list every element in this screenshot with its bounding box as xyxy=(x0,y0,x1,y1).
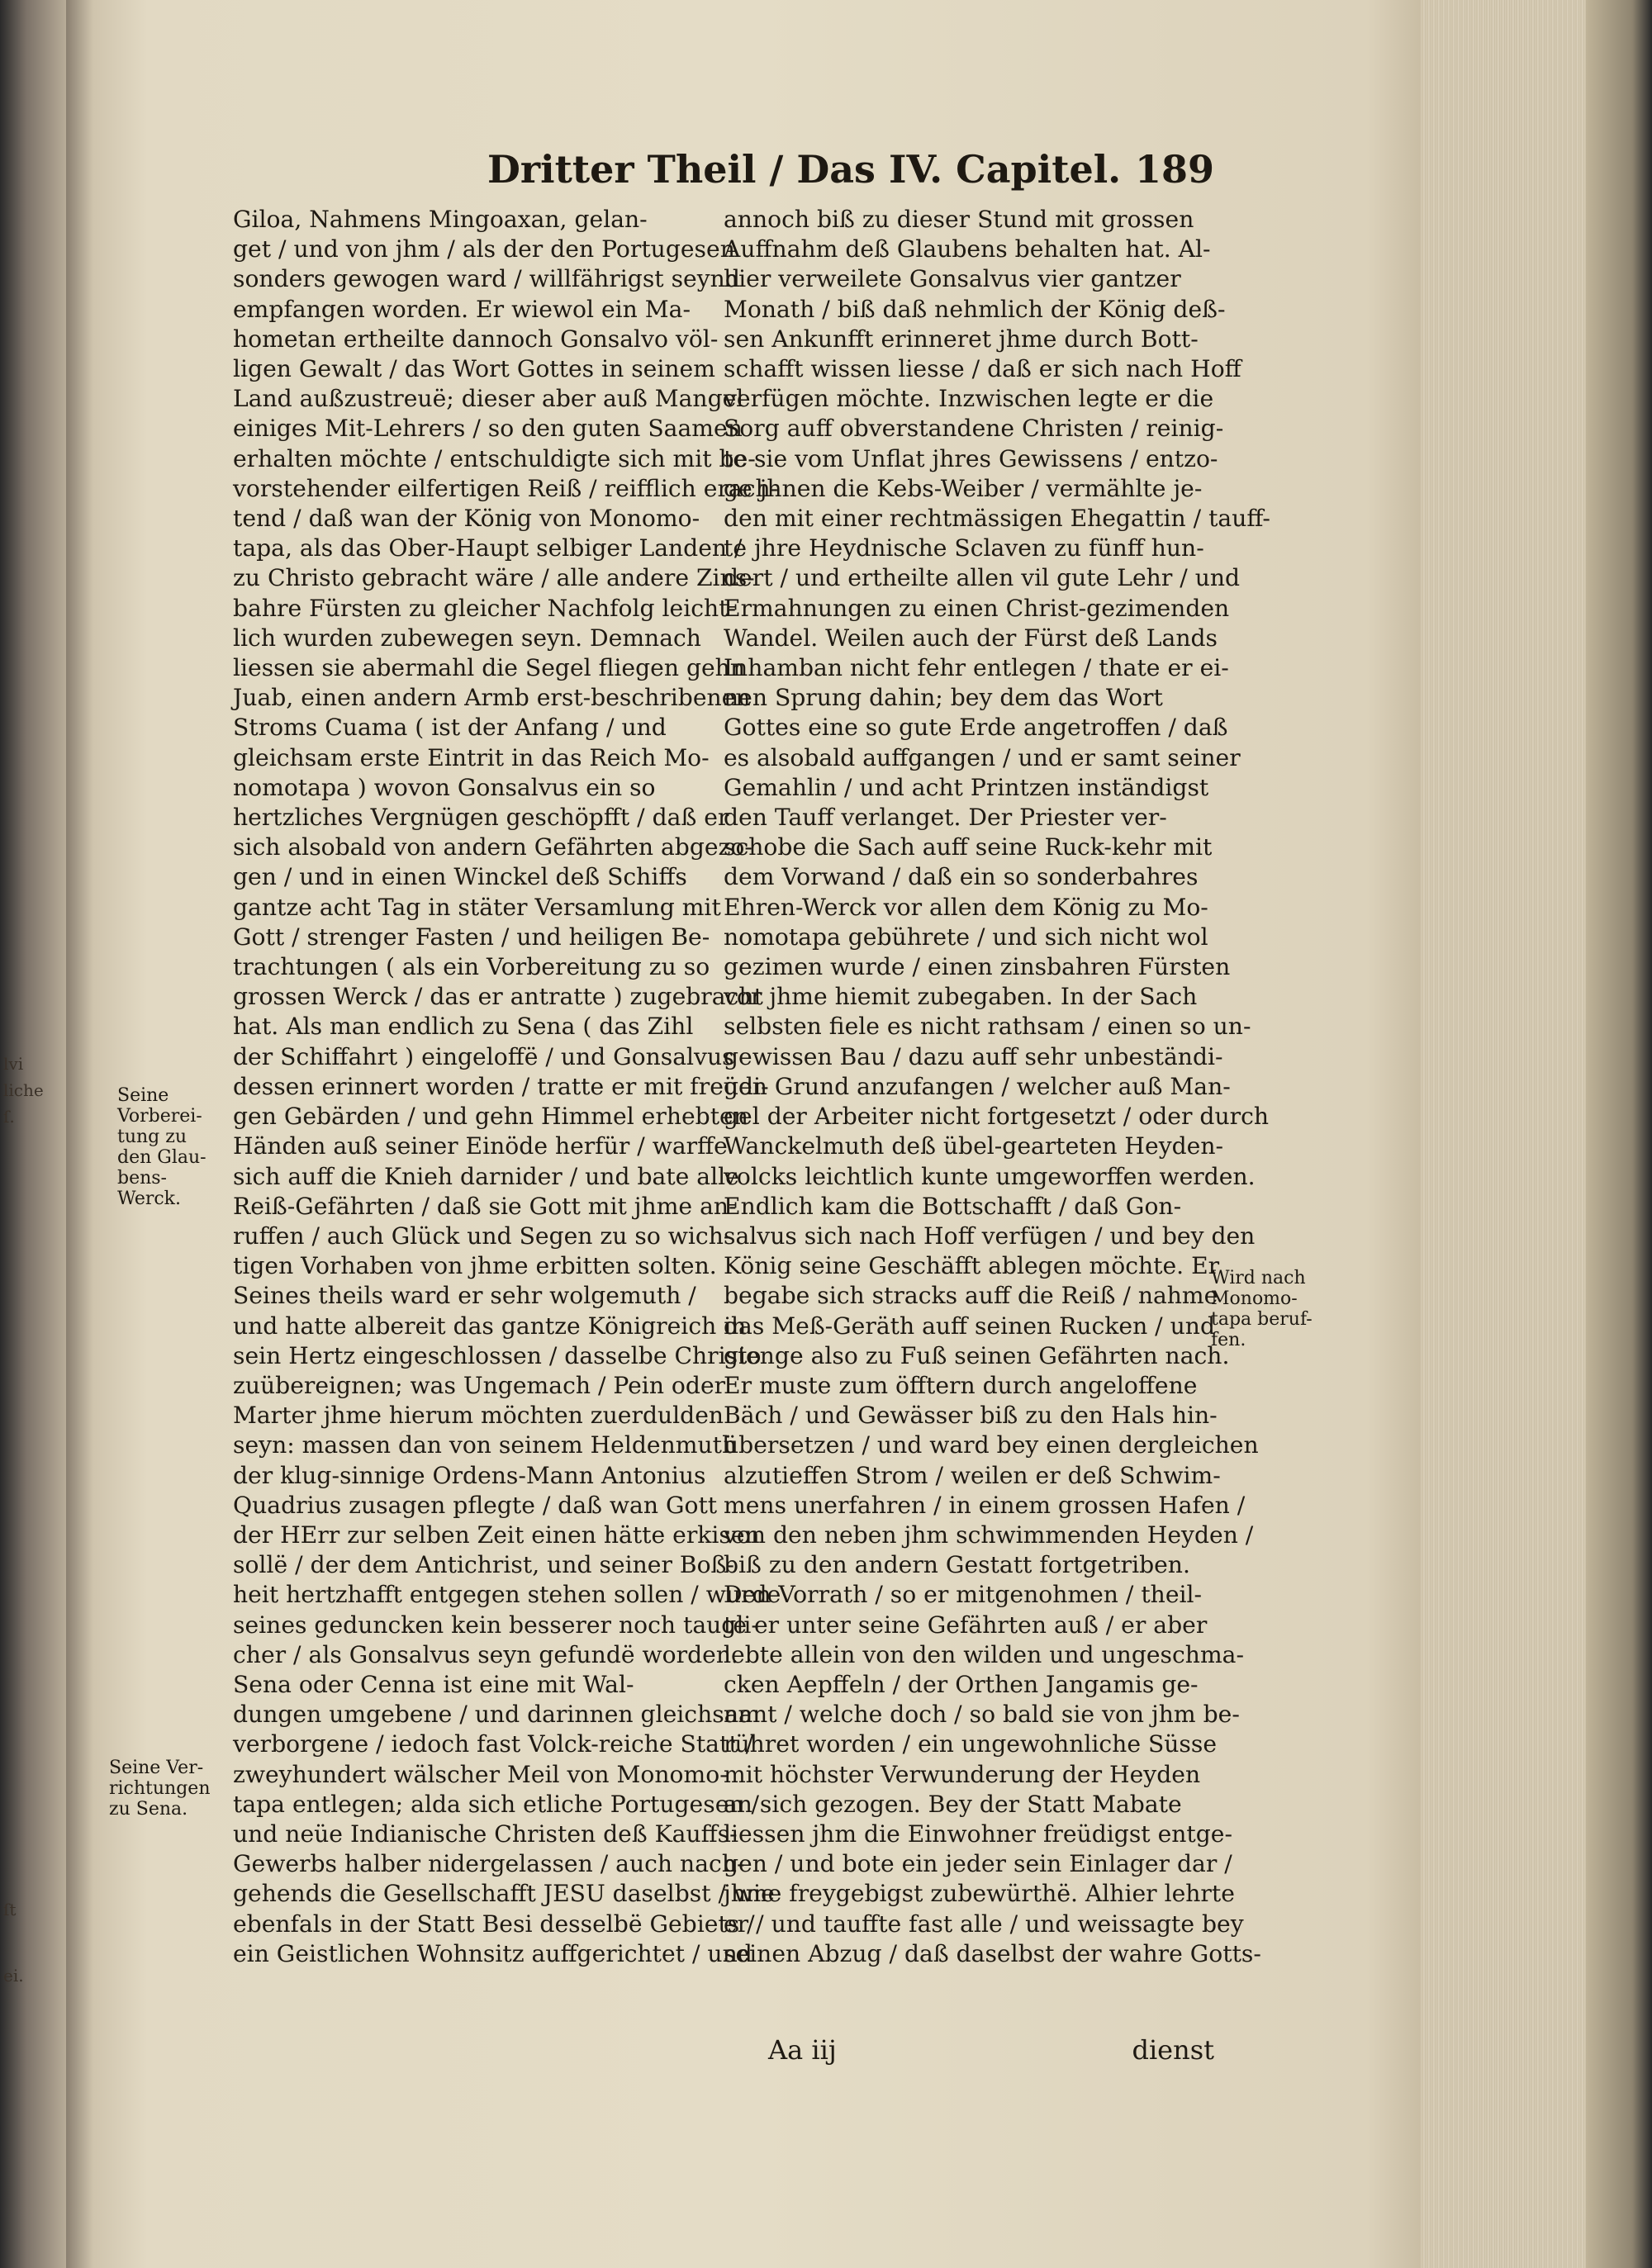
text-line: schobe die Sach auff seine Ruck-kehr mit xyxy=(724,833,1213,861)
margin-note-line: zu Sena. xyxy=(109,1799,188,1820)
page-footer xyxy=(768,2034,1214,2076)
text-line: den Tauff verlanget. Der Priester ver- xyxy=(724,804,1167,832)
text-line: sich auff die Knieh darnider / und bate alle xyxy=(233,1162,739,1190)
text-line: Ermahnungen zu einen Christ-gezimenden xyxy=(724,594,1230,622)
text-line: gehends die Gesellschafft JESU daselbst / wie xyxy=(233,1880,775,1908)
text-line: Gemahlin / und acht Printzen inständigst xyxy=(724,773,1209,801)
text-line: Seines theils ward er sehr wolgemuth / xyxy=(233,1282,696,1310)
margin-note-sena xyxy=(109,1758,225,1820)
text-line: gen Grund anzufangen / welcher auß Man- xyxy=(724,1072,1231,1100)
text-line: dem Vorwand / daß ein so sonderbahres xyxy=(724,863,1199,891)
text-line: hier verweilete Gonsalvus vier gantzer xyxy=(724,265,1181,293)
text-line: empfangen worden. Er wiewol ein Ma- xyxy=(233,295,691,323)
margin-note-preparation xyxy=(117,1085,223,1209)
text-line: dungen umgebene / und darinnen gleichsam xyxy=(233,1701,761,1729)
margin-note-called-to-monomotapa xyxy=(1211,1268,1327,1350)
text-line: gienge also zu Fuß seinen Gefährten nach. xyxy=(724,1341,1230,1369)
margin-note-line: Wird nach xyxy=(1211,1268,1306,1288)
text-line: den mit einer rechtmässigen Ehegattin / tauff- xyxy=(724,505,1270,533)
text-line: gen Gebärden / und gehn Himmel erhebten xyxy=(233,1103,748,1131)
text-line: heit hertzhafft entgegen stehen sollen / wurde xyxy=(233,1581,781,1609)
text-line: mit höchster Verwunderung der Heyden xyxy=(724,1760,1201,1788)
text-line: Stroms Cuama ( ist der Anfang / und xyxy=(233,714,667,742)
text-line: ebenfals in der Statt Besi desselbë Gebiets / xyxy=(233,1910,755,1938)
text-line: seinen Abzug / daß daselbst der wahre Gotts- xyxy=(724,1939,1261,1967)
page-block-edges xyxy=(1421,0,1652,2268)
text-line: seines geduncken kein besserer noch taugli- xyxy=(233,1611,759,1639)
text-line: te sie vom Unflat jhres Gewissens / entzo- xyxy=(724,444,1218,472)
text-line: übersetzen / und ward bey einen dergleichen xyxy=(724,1431,1259,1459)
text-line: sonders gewogen ward / willfährigst seynd xyxy=(233,265,740,293)
text-line: Gottes eine so gute Erde angetroffen / daß xyxy=(724,714,1228,742)
text-line: und hatte albereit das gantze Königreich in xyxy=(233,1312,747,1340)
margin-note-line: den Glau- xyxy=(117,1147,206,1168)
text-line: Gewerbs halber nidergelassen / auch nach- xyxy=(233,1850,745,1878)
left-text-column xyxy=(233,205,781,1969)
text-line: lebte allein von den wilden und ungeschma- xyxy=(724,1640,1245,1668)
page-header xyxy=(487,147,1214,205)
text-line: Endlich kam die Bottschafft / daß Gon- xyxy=(724,1192,1182,1220)
text-line: hometan ertheilte dannoch Gonsalvo völ- xyxy=(233,325,719,353)
text-line: der klug-sinnige Ordens-Mann Antonius xyxy=(233,1461,706,1489)
text-line: tapa entlegen; alda sich etliche Portugesen / xyxy=(233,1790,759,1818)
text-line: te er unter seine Gefährten auß / er aber xyxy=(724,1611,1208,1639)
text-line: Quadrius zusagen pflegte / daß wan Gott xyxy=(233,1491,718,1519)
text-line: selbsten fiele es nicht rathsam / einen so un- xyxy=(724,1013,1251,1041)
text-line: alzutieffen Strom / weilen er deß Schwim- xyxy=(724,1461,1221,1489)
text-line: zweyhundert wälscher Meil von Monomo- xyxy=(233,1760,728,1788)
text-line: seyn: massen dan von seinem Heldenmuth xyxy=(233,1431,738,1459)
text-line: Den Vorrath / so er mitgenohmen / theil- xyxy=(724,1581,1203,1609)
text-line: Bäch / und Gewässer biß zu den Hals hin- xyxy=(724,1402,1218,1430)
signature-mark: Aa iij xyxy=(768,2034,837,2066)
text-line: hertzliches Vergnügen geschöpfft / daß er xyxy=(233,804,729,832)
margin-note-line: richtungen xyxy=(109,1778,211,1799)
text-line: hat. Als man endlich zu Sena ( das Zihl xyxy=(233,1013,694,1041)
margin-note-line: fen. xyxy=(1211,1330,1246,1350)
text-line: und neüe Indianische Christen deß Kauffs- xyxy=(233,1820,738,1848)
text-line: Händen auß seiner Einöde herfür / warffe xyxy=(233,1132,728,1160)
text-line: Sorg auff obverstandene Christen / reinig- xyxy=(724,415,1224,443)
text-line: te jhre Heydnische Sclaven zu fünff hun- xyxy=(724,534,1204,562)
page-number: 189 xyxy=(1134,147,1214,192)
text-line: er / und tauffte fast alle / und weissagte bey xyxy=(724,1910,1244,1938)
text-line: Reiß-Gefährten / daß sie Gott mit jhme an- xyxy=(233,1192,737,1220)
text-line: einiges Mit-Lehrers / so den guten Saamen xyxy=(233,415,743,443)
previous-page-fragment: liche xyxy=(3,1080,44,1100)
text-line: cken Aepffeln / der Orthen Jangamis ge- xyxy=(724,1670,1199,1698)
text-line: volcks leichtlich kunte umgeworffen werden. xyxy=(724,1162,1256,1190)
text-line: gen / und in einen Winckel deß Schiffs xyxy=(233,863,687,891)
text-line: gleichsam erste Eintrit in das Reich Mo- xyxy=(233,743,710,771)
text-line: nomotapa gebührete / und sich nicht wol xyxy=(724,923,1208,951)
text-line: schafft wissen liesse / daß er sich nach Hoff xyxy=(724,355,1241,383)
text-line: von den neben jhm schwimmenden Heyden / xyxy=(724,1521,1254,1549)
text-line: begabe sich stracks auff die Reiß / nahme xyxy=(724,1282,1218,1310)
text-line: Juab, einen andern Armb erst-beschribenen xyxy=(233,684,751,712)
text-line: tigen Vorhaben von jhme erbitten solten. xyxy=(233,1252,717,1280)
text-line: ge jhnen die Kebs-Weiber / vermählte je- xyxy=(724,474,1203,502)
text-line: sich alsobald von andern Gefährten abgezo- xyxy=(233,833,752,861)
text-line: biß zu den andern Gestatt fortgetriben. xyxy=(724,1551,1190,1579)
text-line: der Schiffahrt ) eingeloffë / und Gonsalvus xyxy=(233,1042,734,1070)
text-line: Marter jhme hierum möchten zuerdulden xyxy=(233,1402,724,1430)
text-line: ein Geistlichen Wohnsitz auffgerichtet / und xyxy=(233,1939,752,1967)
margin-note-line: tapa beruf- xyxy=(1211,1309,1313,1330)
text-line: Giloa, Nahmens Mingoaxan, gelan- xyxy=(233,206,648,233)
text-line: König seine Geschäfft ablegen möchte. Er xyxy=(724,1252,1220,1280)
previous-page-fragment: ei. xyxy=(3,1966,24,1986)
text-line: nant / welche doch / so bald sie von jhm be- xyxy=(724,1701,1240,1729)
text-line: annoch biß zu dieser Stund mit grossen xyxy=(724,206,1194,233)
previous-page-fragment: lvi xyxy=(3,1054,24,1074)
text-line: jhme freygebigst zubewürthë. Alhier lehrte xyxy=(724,1880,1235,1908)
text-line: get / und von jhm / als der den Portugesen xyxy=(233,235,735,263)
text-line: Monath / biß daß nehmlich der König deß- xyxy=(724,295,1226,323)
text-line: Inhamban nicht fehr entlegen / thate er ei- xyxy=(724,654,1229,682)
margin-note-line: Monomo- xyxy=(1211,1288,1298,1309)
text-line: Sena oder Cenna ist eine mit Wal- xyxy=(233,1670,634,1698)
text-line: der HErr zur selben Zeit einen hätte erkisen xyxy=(233,1521,760,1549)
text-line: ligen Gewalt / das Wort Gottes in seinem xyxy=(233,355,715,383)
text-line: gezimen wurde / einen zinsbahren Fürsten xyxy=(724,953,1231,981)
margin-note-line: Seine Ver- xyxy=(109,1758,204,1778)
margin-note-line: Werck. xyxy=(117,1189,181,1209)
margin-note-line: Vorberei- xyxy=(117,1106,202,1127)
text-line: rühret worden / ein ungewohnliche Süsse xyxy=(724,1730,1218,1758)
text-line: Gott / strenger Fasten / und heiligen Be- xyxy=(233,923,710,951)
text-line: salvus sich nach Hoff verfügen / und bey den xyxy=(724,1222,1256,1250)
previous-page-fragment: ſt xyxy=(3,1900,17,1919)
margin-note-line: bens- xyxy=(117,1168,167,1189)
text-line: Wandel. Weilen auch der Fürst deß Lands xyxy=(724,624,1218,652)
text-line: zu Christo gebracht wäre / alle andere Zins- xyxy=(233,564,755,592)
text-line: bahre Fürsten zu gleicher Nachfolg leicht- xyxy=(233,594,737,622)
text-line: verborgene / iedoch fast Volck-reiche Statt / xyxy=(233,1730,754,1758)
text-line: gantze acht Tag in stäter Versamlung mit xyxy=(233,893,721,921)
text-line: nomotapa ) wovon Gonsalvus ein so xyxy=(233,773,656,801)
text-line: gel der Arbeiter nicht fortgesetzt / oder durch xyxy=(724,1103,1270,1131)
text-line: mens unerfahren / in einem grossen Hafen / xyxy=(724,1491,1246,1519)
text-line: Ehren-Werck vor allen dem König zu Mo- xyxy=(724,893,1208,921)
previous-page-edge xyxy=(0,0,66,2268)
text-line: cher / als Gonsalvus seyn gefundë worden. xyxy=(233,1640,738,1668)
text-line: es alsobald auffgangen / und er samt seiner xyxy=(724,743,1241,771)
text-line: gewissen Bau / dazu auff sehr unbeständi- xyxy=(724,1042,1223,1070)
text-line: das Meß-Geräth auff seinen Rucken / und xyxy=(724,1312,1215,1340)
text-line: sein Hertz eingeschlossen / dasselbe Christo xyxy=(233,1341,762,1369)
text-line: an sich gezogen. Bey der Statt Mabate xyxy=(724,1790,1182,1818)
text-line: Wanckelmuth deß übel-gearteten Heyden- xyxy=(724,1132,1224,1160)
text-line: tend / daß wan der König von Monomo- xyxy=(233,505,700,533)
text-line: grossen Werck / das er antratte ) zugebracht xyxy=(233,983,763,1011)
text-line: Er muste zum öfftern durch angeloffene xyxy=(724,1371,1198,1399)
margin-note-line: tung zu xyxy=(117,1127,188,1147)
text-line: ruffen / auch Glück und Segen zu so wich- xyxy=(233,1222,732,1250)
text-line: Land außzustreuë; dieser aber auß Mangel xyxy=(233,385,744,413)
text-line: sollë / der dem Antichrist, und seiner Boß- xyxy=(233,1551,734,1579)
text-line: sen Ankunfft erinneret jhme durch Bott- xyxy=(724,325,1199,353)
text-line: vorstehender eilfertigen Reiß / reifflich erach- xyxy=(233,474,779,502)
running-title: Dritter Theil / Das IV. Capitel. xyxy=(487,147,1122,192)
text-line: Auffnahm deß Glaubens behalten hat. Al- xyxy=(724,235,1211,263)
text-line: gen / und bote ein jeder sein Einlager dar / xyxy=(724,1850,1232,1878)
catchword: dienst xyxy=(1132,2034,1214,2066)
text-line: trachtungen ( als ein Vorbereitung zu so xyxy=(233,953,710,981)
text-line: vor jhme hiemit zubegaben. In der Sach xyxy=(724,983,1198,1011)
text-line: dert / und ertheilte allen vil gute Lehr / und xyxy=(724,564,1241,592)
margin-note-line: Seine xyxy=(117,1085,169,1106)
text-line: verfügen möchte. Inzwischen legte er die xyxy=(724,385,1214,413)
text-line: liessen jhm die Einwohner freüdigst entge- xyxy=(724,1820,1232,1848)
text-line: nen Sprung dahin; bey dem das Wort xyxy=(724,684,1163,712)
text-line: dessen erinnert worden / tratte er mit freüdi- xyxy=(233,1072,769,1100)
text-line: erhalten möchte / entschuldigte sich mit be- xyxy=(233,444,756,472)
text-line: tapa, als das Ober-Haupt selbiger Landen / xyxy=(233,534,743,562)
text-line: zuübereignen; was Ungemach / Pein oder xyxy=(233,1371,726,1399)
previous-page-fragment: ſ. xyxy=(3,1107,15,1127)
text-line: lich wurden zubewegen seyn. Demnach xyxy=(233,624,701,652)
text-line: liessen sie abermahl die Segel fliegen gehn xyxy=(233,654,745,682)
